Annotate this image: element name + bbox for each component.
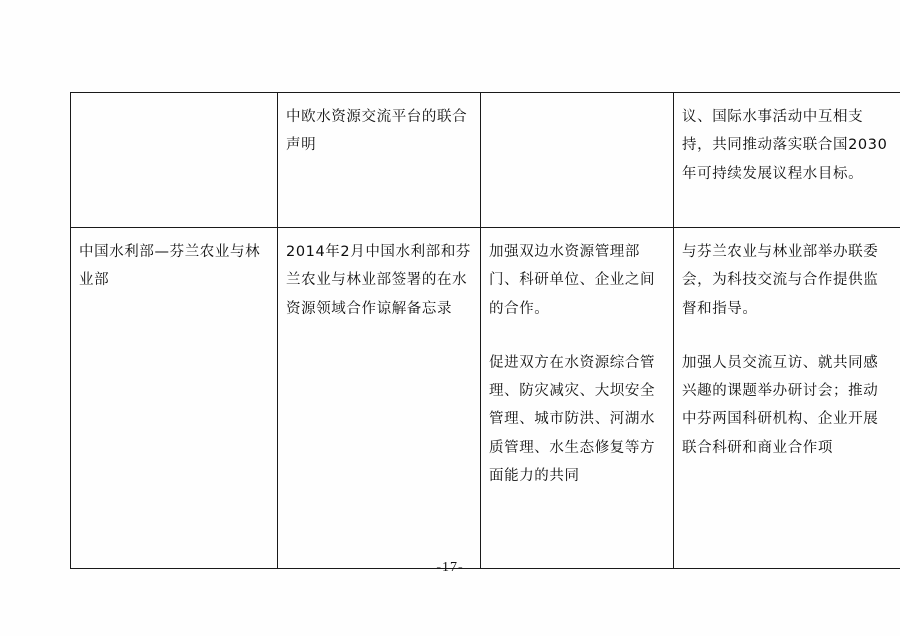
cell-measures: 议、国际水事活动中互相支持，共同推动落实联合国2030年可持续发展议程水目标。 [674,93,900,228]
cell-organization: 中国水利部—芬兰农业与林业部 [71,228,278,569]
cell-content [481,93,674,228]
cell-paragraph: 加强双边水资源管理部门、科研单位、企业之间的合作。 [489,244,656,317]
cell-paragraph: 加强人员交流互访、就共同感兴趣的课题举办研讨会；推动中芬两国科研机构、企业开展联合科研和商业合作项 [682,354,879,456]
table-row [71,93,900,228]
cell-measures [674,228,900,569]
page-number: -17- [436,560,464,575]
cell-paragraph: 促进双方在水资源综合管理、防灾减灾、大坝安全管理、城市防洪、河湖水质管理、水生态修复等方面能力的共同 [489,354,656,484]
cell-organization [71,93,278,228]
table-row [71,228,900,569]
cell-agreement: 2014年2月中国水利部和芬兰农业与林业部签署的在水资源领域合作谅解备忘录 [278,228,481,569]
agreements-table [70,92,900,569]
cell-agreement: 中欧水资源交流平台的联合声明 [278,93,481,228]
cell-content [481,228,674,569]
cell-paragraph: 与芬兰农业与林业部举办联委会，为科技交流与合作提供监督和指导。 [682,244,879,317]
